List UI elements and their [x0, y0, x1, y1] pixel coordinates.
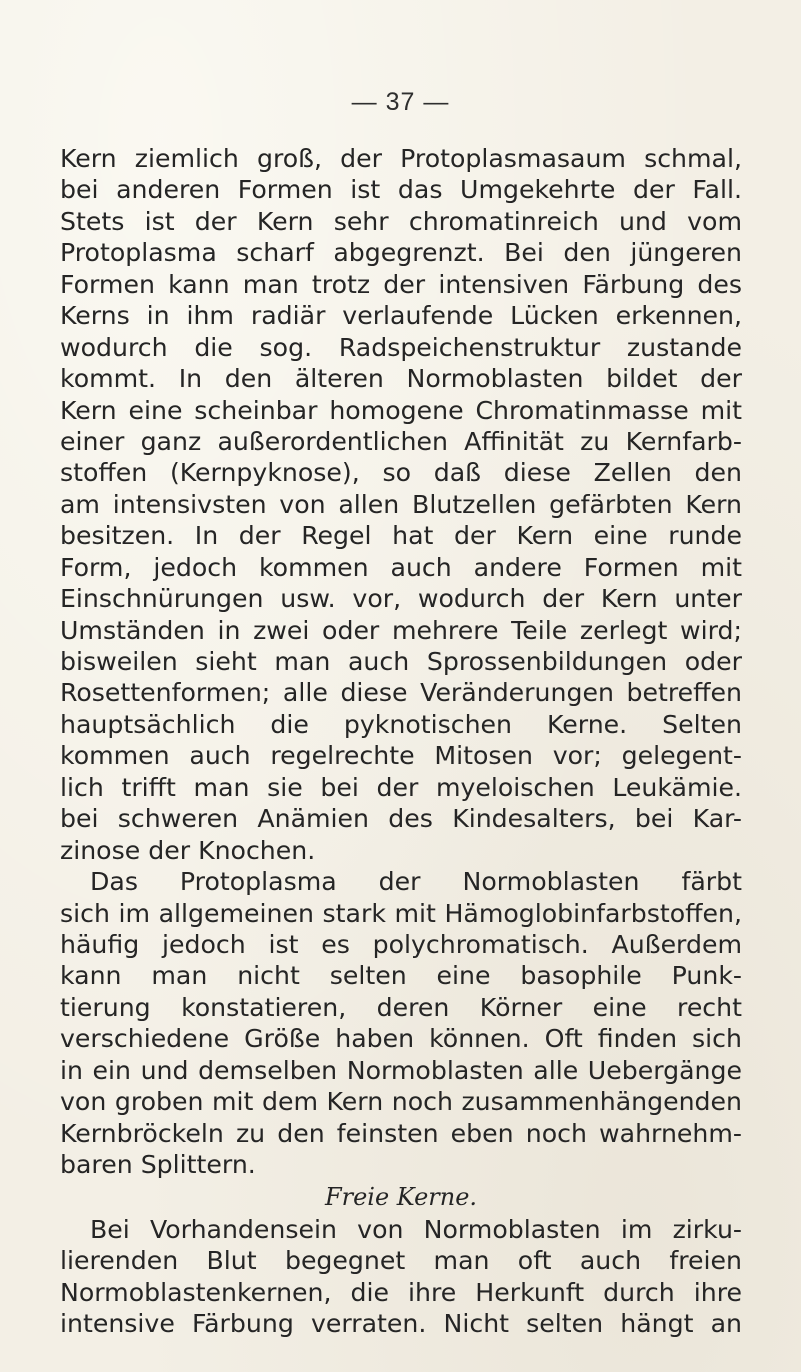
text-line: Stets ist der Kern sehr chromatinreich und vom — [60, 206, 742, 236]
text-line: wodurch die sog. Radspeichenstruktur zustande — [60, 332, 742, 362]
text-line: Kern ziemlich groß, der Protoplasmasaum schmal, — [60, 144, 742, 173]
body-text — [60, 143, 742, 1340]
text-line: tierung konstatieren, deren Körner eine recht — [60, 992, 742, 1022]
page-number: — 37 — — [351, 88, 450, 116]
text-line: intensive Färbung verraten. Nicht selten hängt an — [60, 1309, 742, 1339]
text-line: Kerns in ihm radiär verlaufende Lücken erkennen, — [60, 301, 742, 331]
text-line: Bei Vorhandensein von Normoblasten im zirku- — [90, 1214, 742, 1244]
text-line: zinose der Knochen. — [60, 835, 316, 865]
text-line: Das Protoplasma der Normoblasten färbt — [90, 867, 742, 897]
text-line: kann man nicht selten eine basophile Punk- — [60, 961, 742, 991]
text-line: Kernbröckeln zu den feinsten eben noch wahrnehm- — [60, 1118, 742, 1148]
text-line: in ein und demselben Normoblasten alle Uebergänge — [60, 1055, 742, 1085]
text-line: Protoplasma scharf abgegrenzt. Bei den jüngeren — [60, 238, 742, 268]
text-line: bisweilen sieht man auch Sprossenbildungen oder — [60, 647, 742, 676]
text-line: Form, jedoch kommen auch andere Formen mit — [60, 552, 742, 582]
text-line: kommen auch regelrechte Mitosen vor; gelegent- — [60, 741, 742, 771]
text-line: bei anderen Formen ist das Umgekehrte der Fall. — [60, 175, 742, 205]
text-line: von groben mit dem Kern noch zusammenhängenden — [60, 1087, 742, 1117]
text-line: kommt. In den älteren Normoblasten bildet der — [60, 364, 742, 394]
section-heading: Freie Kerne. — [324, 1183, 478, 1212]
text-line: verschiedene Größe haben können. Oft finden sich — [60, 1024, 742, 1054]
text-line: Formen kann man trotz der intensiven Färbung des — [60, 269, 742, 299]
text-line: stoffen (Kernpyknose), so daß diese Zellen den — [60, 458, 742, 488]
text-line: lierenden Blut begegnet man oft auch freien — [60, 1246, 742, 1276]
text-line: baren Splittern. — [60, 1150, 256, 1179]
text-line: Kern eine scheinbar homogene Chromatinmasse mit — [60, 395, 742, 425]
text-line: hauptsächlich die pyknotischen Kerne. Selten — [60, 709, 742, 739]
text-line: Rosettenformen; alle diese Veränderungen betreffen — [60, 678, 742, 708]
text-line: bei schweren Anämien des Kindesalters, bei Kar- — [60, 804, 742, 834]
text-line: lich trifft man sie bei der myeloischen Leukämie. — [60, 772, 742, 802]
text-line: Normoblastenkernen, die ihre Herkunft durch ihre — [60, 1277, 742, 1307]
text-line: einer ganz außerordentlichen Affinität zu Kernfarb- — [60, 426, 742, 456]
text-line: häufig jedoch ist es polychromatisch. Außerdem — [60, 929, 742, 959]
text-line: sich im allgemeinen stark mit Hämoglobinfarbstoffen, — [60, 898, 742, 928]
text-line: Umständen in zwei oder mehrere Teile zerlegt wird; — [60, 615, 742, 645]
text-line: besitzen. In der Regel hat der Kern eine runde — [60, 521, 742, 551]
text-line: Einschnürungen usw. vor, wodurch der Kern unter — [60, 584, 742, 614]
text-line: am intensivsten von allen Blutzellen gefärbten Kern — [60, 489, 742, 519]
